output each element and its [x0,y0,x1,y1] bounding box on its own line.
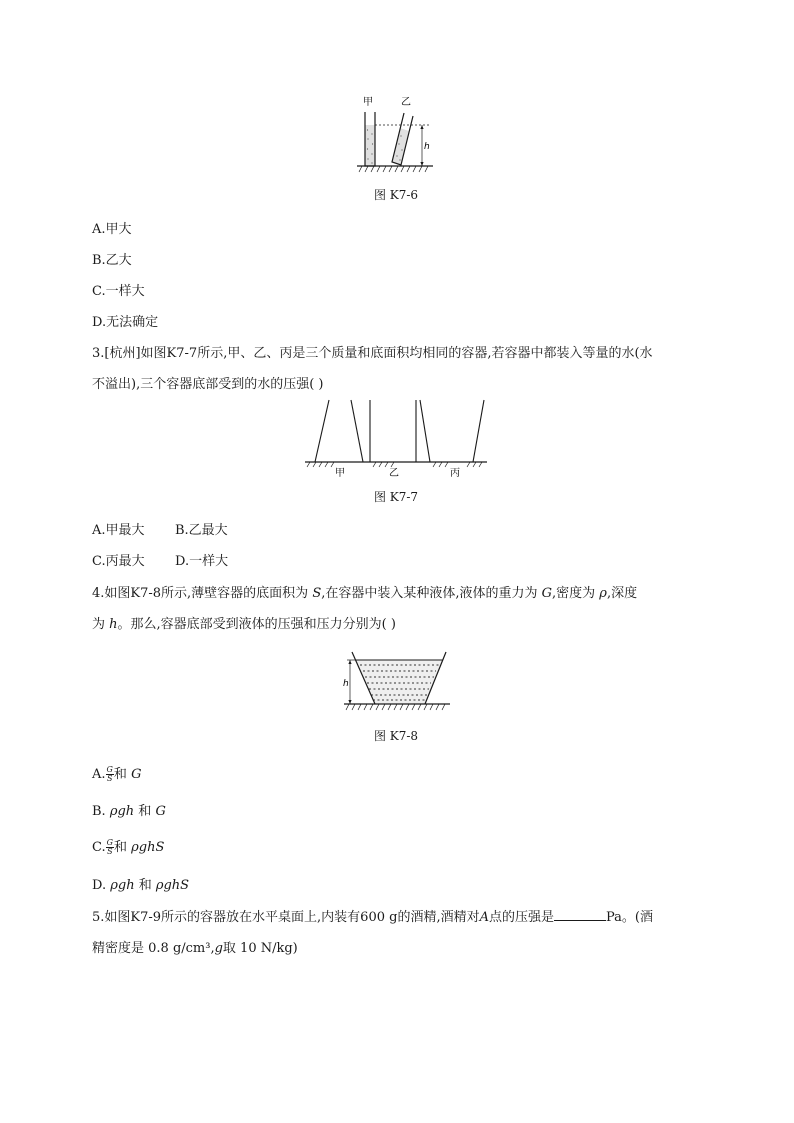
figure-caption: 图 K7-8 [373,729,419,743]
figure-caption: 图 K7-6 [373,188,419,202]
height-label-h: h [424,142,430,152]
option-d: D. ρgh 和 ρghS [92,878,190,893]
tube-label-jia: 甲 [363,97,373,108]
option-c: C.一样大 [92,284,145,299]
option-row [92,550,228,569]
figure-k7-6 [355,92,435,178]
figure-k7-7 [303,396,489,484]
question-4-stem-cont: 为 h。那么,容器底部受到液体的压强和压力分别为( ) [92,617,396,632]
option-a: A.甲大 [92,222,132,237]
answer-blank[interactable] [554,908,606,921]
option-a: A. $\frac{G}{S}$ 和 G [92,765,142,783]
container-label-yi: 乙 [389,468,399,479]
option-b: B. ρgh 和 G [92,804,166,819]
option-b: B.乙最大 [175,523,228,538]
container-label-jia: 甲 [335,468,345,479]
height-label-h: h [343,679,349,689]
question-4-stem: 4.如图K7-8所示,薄壁容器的底面积为 S,在容器中装入某种液体,液体的重力为 G,密度为 ρ,深度 [92,586,638,601]
container-label-bing: 丙 [450,468,460,479]
option-d: D.无法确定 [92,315,159,330]
figure-k7-8 [340,644,452,718]
tube-label-yi: 乙 [401,97,411,108]
fraction-g-over-s: $\frac{G}{S}$ [106,765,113,783]
option-a: A.甲最大 [92,523,145,538]
option-c: C.丙最大 [92,554,145,569]
figure-caption: 图 K7-7 [373,490,419,504]
option-d: D.一样大 [175,554,229,569]
fraction-g-over-s: $\frac{G}{S}$ [106,838,114,856]
option-b: B.乙大 [92,253,132,268]
option-row [92,519,228,538]
option-c: C. $\frac{G}{S}$ 和 ρghS [92,838,165,856]
question-3-stem: 3.[杭州]如图K7-7所示,甲、乙、丙是三个质量和底面积均相同的容器,若容器中都装入等量的水(水 [92,346,653,361]
question-5-stem-cont: 精密度是 0.8 g/cm³,g取 10 N/kg) [92,941,298,956]
question-3-stem-cont: 不溢出),三个容器底部受到的水的压强( ) [92,377,324,392]
question-5-stem: 5.如图K7-9所示的容器放在水平桌面上,内装有600 g的酒精,酒精对A点的压强是 Pa。(酒 [92,910,653,925]
